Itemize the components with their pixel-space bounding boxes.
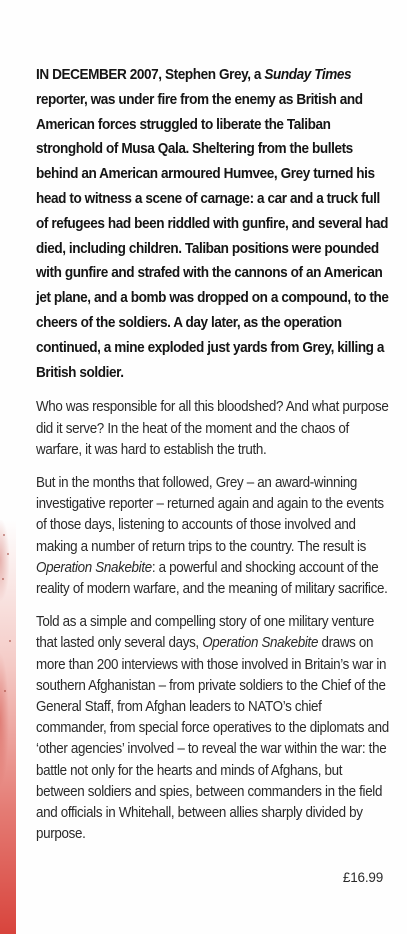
lead-pre-title: , Stephen Grey, a	[158, 67, 265, 83]
p4-after: draws on more than 200 interviews with those involved in Britain’s war in southern Afghanistan – from private soldiers to the Chief of the General Staff, from Afghan leaders to NATO’s chief commander, from special force operatives to the diplomats and ‘other agencies’ involved – to reveal the war within the war: the battle not only for the hearts and minds of Afghans, but between soldiers and spies, between commanders in the field and officials in Whitehall, between allies sharply divided by purpose.	[36, 635, 389, 843]
artwork-speck	[7, 553, 9, 555]
paragraph-question: Who was responsible for all this bloodshed? And what purpose did it serve? In the heat of the moment and the chaos of warfare, it was hard to establish the truth.	[36, 399, 389, 458]
p3-before: But in the months that followed, Grey – an award-winning investigative reporter – returned again and again to the events of those days, listening to accounts of those involved and making a number of return trips to the country. The result is	[36, 474, 384, 555]
blurb-text	[36, 63, 390, 857]
lead-opening: IN DECEMBER 2007	[36, 67, 159, 83]
lead-paragraph	[36, 63, 391, 385]
publication-name: Sunday Times	[264, 67, 352, 83]
book-title: Operation Snakebite	[202, 635, 319, 652]
paragraph-summary	[36, 612, 391, 845]
artwork-speck	[2, 578, 4, 580]
cover-artwork-edge	[0, 520, 16, 934]
p3-after: : a powerful and shocking account of the reality of modern warfare, and the meaning of military sacrifice.	[36, 559, 388, 597]
paragraph-result	[36, 473, 391, 600]
artwork-speck	[4, 690, 6, 692]
p4-before: Told as a simple and compelling story of one military venture that lasted only several days,	[36, 614, 374, 652]
book-title: Operation Snakebite	[36, 559, 152, 576]
price-label: £16.99	[342, 870, 383, 885]
artwork-speck	[9, 640, 11, 642]
lead-body: reporter, was under fire from the enemy as British and American forces struggled to liberate the Taliban stronghold of Musa Qala. Sheltering from the bullets behind an American armoured Humvee, Grey turned his head to witness a scene of carnage: a car and a truck full of refugees had been riddled with gunfire, and several had died, including children. Taliban positions were pounded with gunfire and strafed with the cannons of an American jet plane, and a bomb was dropped on a compound, to the cheers of the soldiers. A day later, as the operation continued, a mine exploded just yards from Grey, killing a British soldier.	[36, 91, 389, 381]
artwork-speck	[3, 534, 5, 536]
